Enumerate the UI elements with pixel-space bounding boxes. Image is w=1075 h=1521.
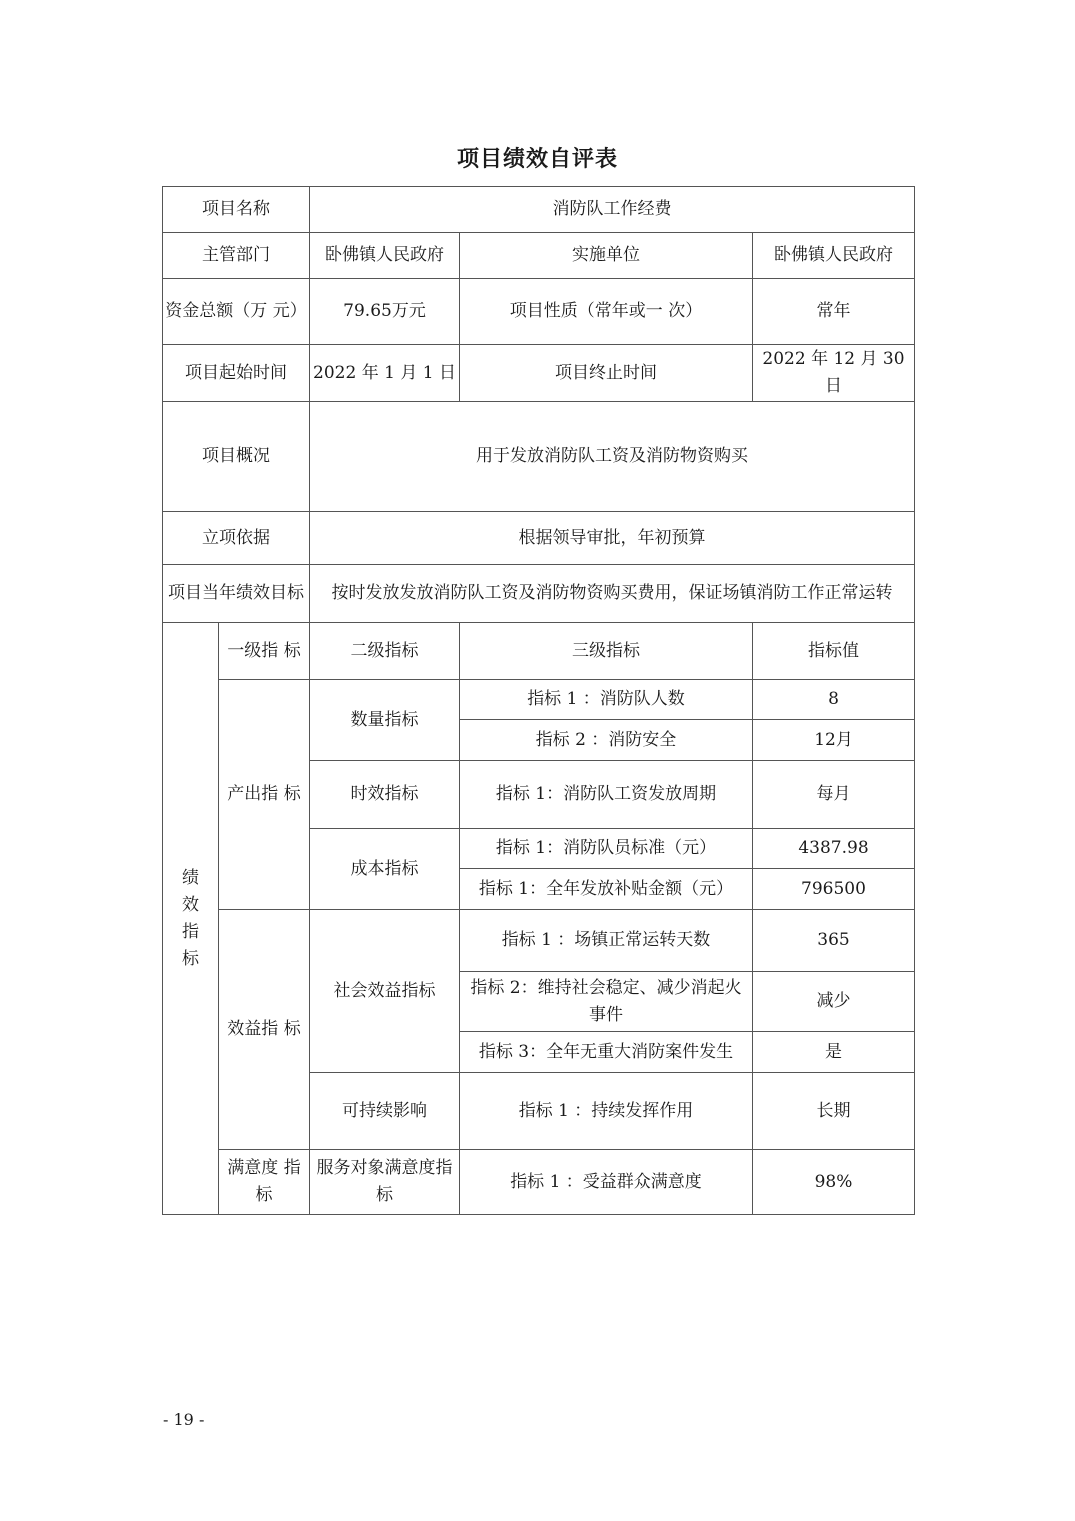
indicator-c2-value: 796500: [753, 869, 915, 910]
indicator-c1-value: 4387.98: [753, 829, 915, 869]
indicator-s2: 指标 2：维持社会稳定、减少消起火事件: [460, 972, 753, 1032]
impl-value: 卧佛镇人民政府: [753, 233, 915, 279]
indicator-s1: 指标 1 ：场镇正常运转天数: [460, 910, 753, 972]
impl-label: 实施单位: [460, 233, 753, 279]
indicator-sa1-value: 98%: [753, 1150, 915, 1215]
satisfaction-label: 满意度 指标: [219, 1150, 310, 1215]
timeliness-label: 时效指标: [310, 761, 460, 829]
project-name-value: 消防队工作经费: [310, 187, 915, 233]
fund-value: 79.65万元: [310, 279, 460, 345]
basis-value: 根据领导审批，年初预算: [310, 512, 915, 565]
header-level2: 二级指标: [310, 623, 460, 680]
indicator-su1-value: 长期: [753, 1073, 915, 1150]
end-value: 2022 年 12 月 30 日: [753, 345, 915, 402]
basis-label: 立项依据: [163, 512, 310, 565]
indicator-s2-value: 减少: [753, 972, 915, 1032]
overview-label: 项目概况: [163, 402, 310, 512]
indicator-section-label: [163, 623, 219, 1215]
social-label: 社会效益指标: [310, 910, 460, 1073]
header-level3: 三级指标: [460, 623, 753, 680]
indicator-sa1: 指标 1 ：受益群众满意度: [460, 1150, 753, 1215]
benefit-label: 效益指 标: [219, 910, 310, 1150]
indicator-c2: 指标 1：全年发放补贴金额（元）: [460, 869, 753, 910]
indicator-su1: 指标 1 ：持续发挥作用: [460, 1073, 753, 1150]
start-value: 2022 年 1 月 1 日: [310, 345, 460, 402]
nature-value: 常年: [753, 279, 915, 345]
page-number: - 19 -: [163, 1410, 205, 1429]
cost-label: 成本指标: [310, 829, 460, 910]
indicator-q1-value: 8: [753, 680, 915, 720]
indicator-t1: 指标 1：消防队工资发放周期: [460, 761, 753, 829]
header-value: 指标值: [753, 623, 915, 680]
goal-value: 按时发放发放消防队工资及消防物资购买费用，保证场镇消防工作正常运转: [310, 565, 915, 623]
fund-label: 资金总额（万 元）: [163, 279, 310, 345]
indicator-t1-value: 每月: [753, 761, 915, 829]
header-level1: 一级指 标: [219, 623, 310, 680]
indicator-s1-value: 365: [753, 910, 915, 972]
service-label: 服务对象满意度指标: [310, 1150, 460, 1215]
overview-value: 用于发放消防队工资及消防物资购买: [310, 402, 915, 512]
start-label: 项目起始时间: [163, 345, 310, 402]
indicator-c1: 指标 1：消防队员标准（元）: [460, 829, 753, 869]
output-label: 产出指 标: [219, 680, 310, 910]
nature-label: 项目性质（常年或一 次）: [460, 279, 753, 345]
indicator-section-text: 绩 效 指 标: [182, 867, 199, 969]
indicator-q1: 指标 1 ：消防队人数: [460, 680, 753, 720]
dept-label: 主管部门: [163, 233, 310, 279]
performance-table: [162, 186, 915, 1215]
indicator-q2-value: 12月: [753, 720, 915, 761]
dept-value: 卧佛镇人民政府: [310, 233, 460, 279]
project-name-label: 项目名称: [163, 187, 310, 233]
goal-label: 项目当年绩效目标: [163, 565, 310, 623]
quantity-label: 数量指标: [310, 680, 460, 761]
indicator-s3: 指标 3：全年无重大消防案件发生: [460, 1032, 753, 1073]
end-label: 项目终止时间: [460, 345, 753, 402]
indicator-s3-value: 是: [753, 1032, 915, 1073]
indicator-q2: 指标 2 ：消防安全: [460, 720, 753, 761]
page-title: 项目绩效自评表: [456, 146, 618, 172]
sustain-label: 可持续影响: [310, 1073, 460, 1150]
